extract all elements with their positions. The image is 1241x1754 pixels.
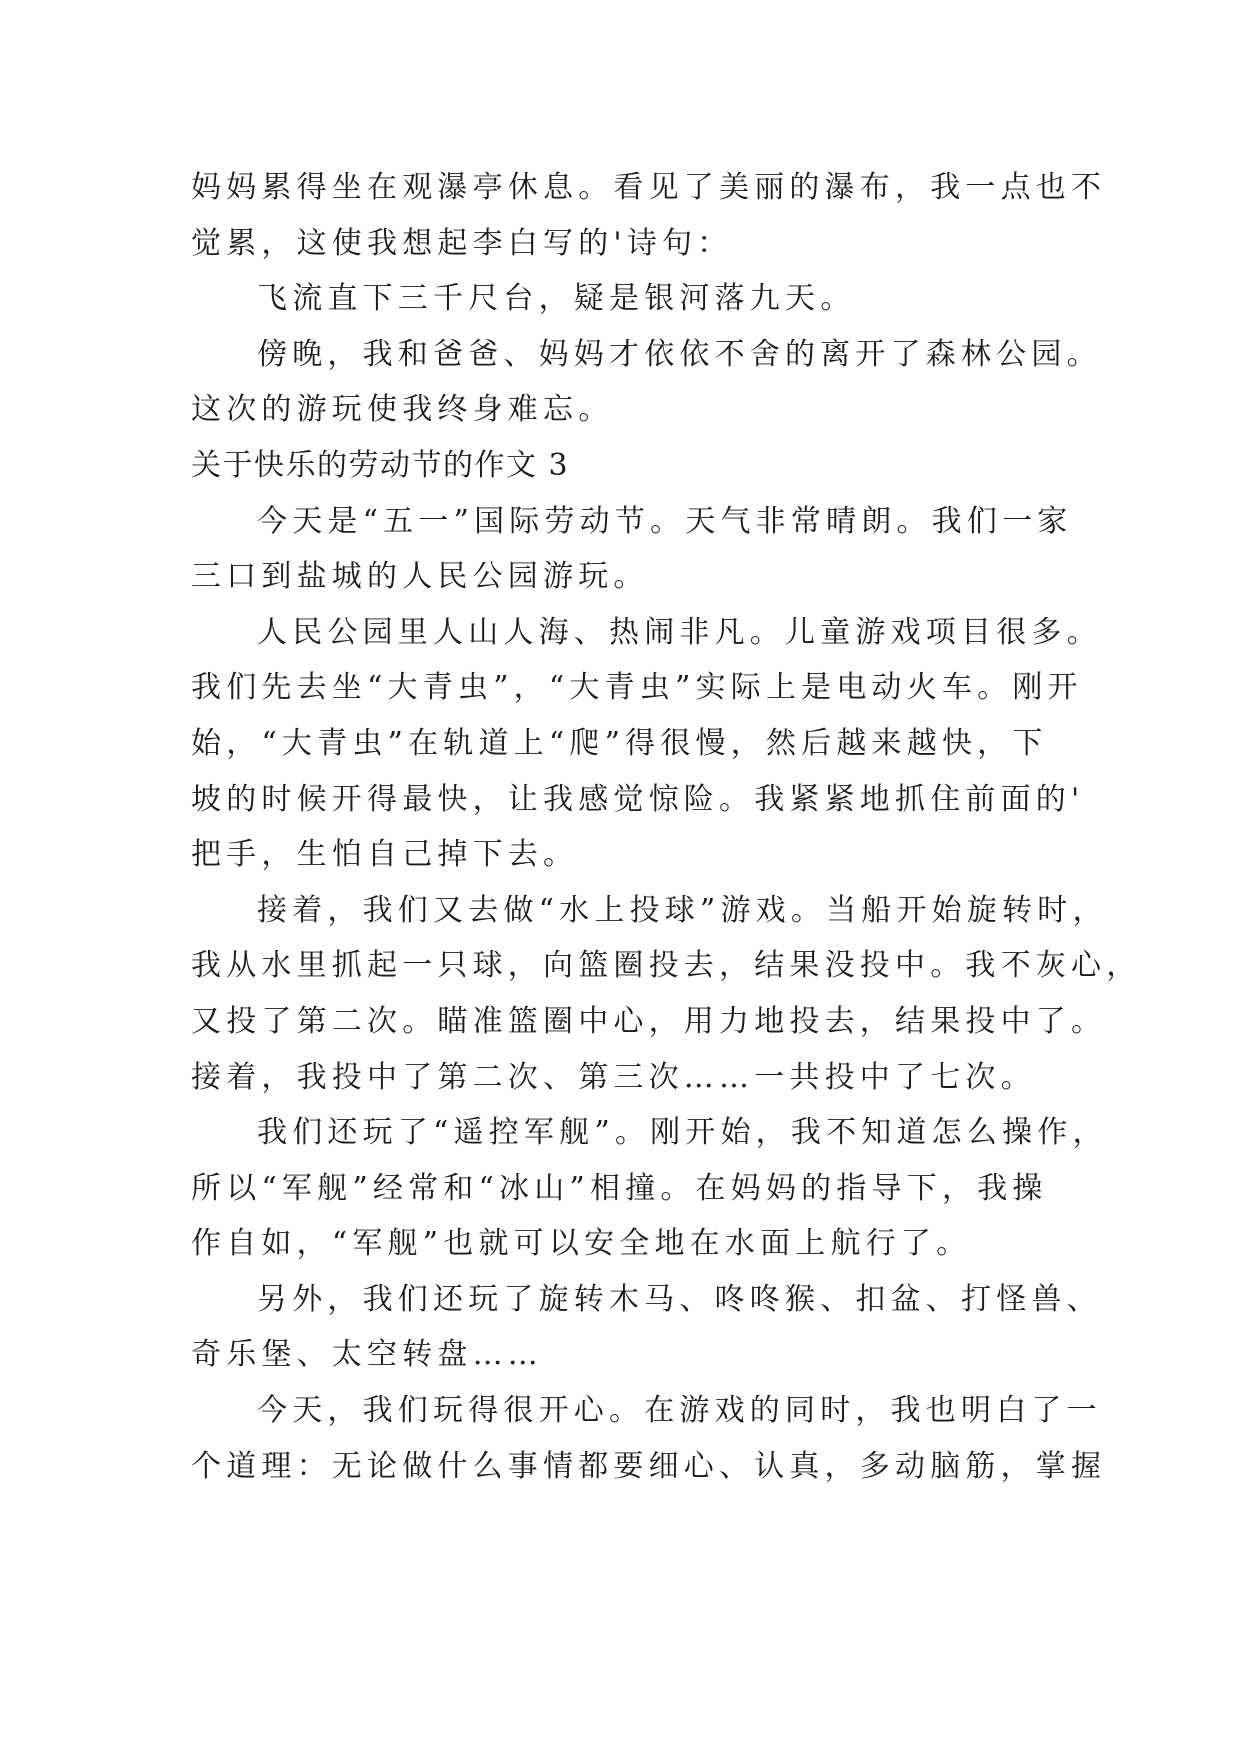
text-line: 作自如，“军舰”也就可以安全地在水面上航行了。 [191,1226,972,1262]
text-line: 接着，我们又去做“水上投球”游戏。当船开始旋转时， [257,892,1108,928]
text-line: 今天，我们玩得很开心。在游戏的同时，我也明白了一 [257,1393,1102,1429]
text-line: 接着，我投中了第二次、第三次……一共投中了七次。 [191,1059,1036,1095]
text-line: 这次的游玩使我终身难忘。 [191,392,614,428]
text-line: 今天是“五一”国际劳动节。天气非常晴朗。我们一家 [257,503,1073,539]
section-heading: 关于快乐的劳动节的作文 3 [191,447,570,483]
text-line: 我们还玩了“遥控军舰”。刚开始，我不知道怎么操作， [257,1115,1108,1151]
text-line: 妈妈累得坐在观瀑亭休息。看见了美丽的瀑布，我一点也不 [191,170,1107,205]
text-line: 又投了第二次。瞄准篮圈中心，用力地投去，结果投中了。 [191,1003,1107,1039]
text-line: 我们先去坐“大青虫”，“大青虫”实际上是电动火车。刚开 [191,670,1083,706]
text-line: 我从水里抓起一只球，向篮圈投去，结果没投中。我不灰心， [191,948,1142,984]
text-line: 另外，我们还玩了旋转木马、咚咚猴、扣盆、打怪兽、 [257,1281,1102,1317]
text-line: 觉累，这使我想起李白写的'诗句： [191,225,733,261]
poem-line: 飞流直下三千尺台，疑是银河落九天。 [257,281,856,317]
text-line: 傍晚，我和爸爸、妈妈才依依不舍的离开了森林公园。 [257,336,1102,372]
text-line: 个道理：无论做什么事情都要细心、认真，多动脑筋，掌握 [191,1448,1107,1484]
text-line: 把手，生怕自己掉下去。 [191,837,579,873]
text-line: 人民公园里人山人海、热闹非凡。儿童游戏项目很多。 [257,614,1102,650]
text-line: 所以“军舰”经常和“冰山”相撞。在妈妈的指导下，我操 [191,1170,1048,1206]
text-line: 始，“大青虫”在轨道上“爬”得很慢，然后越来越快，下 [191,725,1048,761]
text-line: 奇乐堡、太空转盘…… [191,1337,543,1373]
text-line: 三口到盐城的人民公园游玩。 [191,559,649,595]
document-body [191,160,1142,1494]
text-line: 坡的时候开得最快，让我感觉惊险。我紧紧地抓住前面的' [191,781,1085,817]
